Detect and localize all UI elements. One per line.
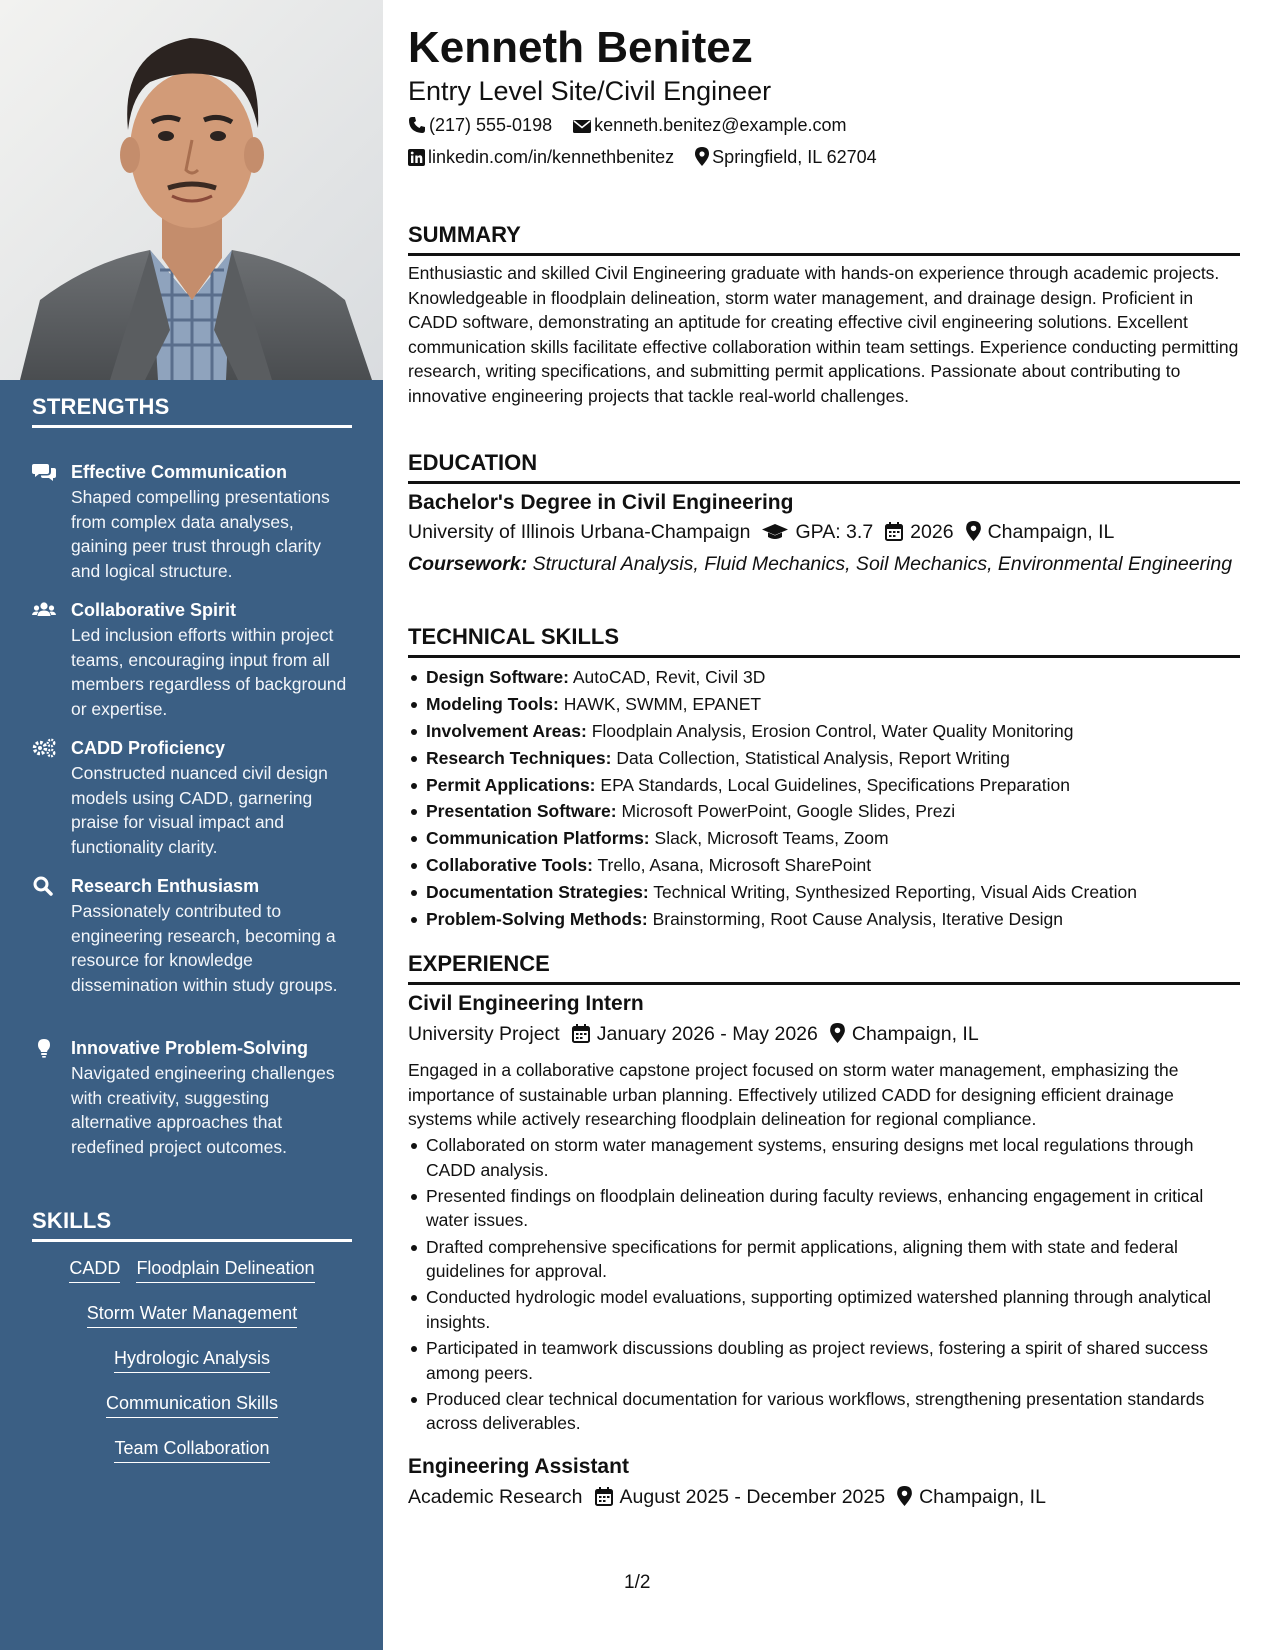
job-location: Champaign, IL: [851, 1023, 979, 1045]
candidate-name: Kenneth Benitez: [408, 23, 753, 72]
phone-contact[interactable]: [408, 113, 552, 140]
comments-icon: [32, 462, 56, 482]
skills-section: [32, 1208, 352, 1242]
list-item: Collaborated on storm water management systems, ensuring designs met local regulations through CADD analysis.: [408, 1133, 1240, 1182]
strength-item: [32, 736, 352, 859]
graduation-cap-icon: [762, 523, 788, 547]
page-number: 1/2: [624, 1572, 651, 1593]
linkedin-icon: [408, 148, 425, 172]
job-bullets: [408, 1133, 1240, 1438]
job-meta: [408, 1486, 1046, 1512]
gpa-text: GPA: 3.7: [795, 521, 874, 543]
map-marker-icon: [897, 1486, 912, 1512]
job-org: Academic Research: [408, 1486, 583, 1508]
map-marker-icon: [830, 1023, 845, 1049]
strength-title: Effective Communication: [71, 462, 288, 482]
strength-title: Research Enthusiasm: [71, 876, 260, 896]
strength-item: [32, 1036, 352, 1159]
strength-title: CADD Proficiency: [71, 738, 226, 758]
skills-tags: [32, 1258, 352, 1478]
list-item: Presentation Software: Microsoft PowerPoint, Google Slides, Prezi: [408, 799, 1240, 824]
job-dates: August 2025 - December 2025: [619, 1486, 886, 1508]
map-marker-icon: [966, 521, 981, 547]
list-item: Presented findings on floodplain delineation during faculty reviews, enhancing engagement in critical water issues.: [408, 1184, 1240, 1233]
users-icon: [32, 600, 56, 620]
technical-skills-title: TECHNICAL SKILLS: [408, 624, 1240, 658]
experience-title: EXPERIENCE: [408, 951, 1240, 985]
degree-title: Bachelor's Degree in Civil Engineering: [408, 491, 794, 514]
strength-item: [32, 874, 352, 997]
linkedin-contact[interactable]: [408, 145, 674, 172]
sidebar: [0, 0, 383, 1650]
list-item: Modeling Tools: HAWK, SWMM, EPANET: [408, 692, 1240, 717]
strength-desc: Shaped compelling presentations from complex data analyses, gaining peer trust through clarity and logical structure.: [71, 487, 330, 581]
skill-tag: Floodplain Delineation: [136, 1258, 314, 1283]
gears-icon: [32, 738, 56, 758]
job-title: Entry Level Site/Civil Engineer: [408, 76, 772, 106]
education-meta: [408, 521, 1114, 547]
calendar-icon: [885, 522, 903, 547]
school-name: University of Illinois Urbana-Champaign: [408, 521, 751, 543]
search-icon: [32, 876, 56, 896]
graduation-year: 2026: [910, 521, 954, 543]
coursework: [408, 552, 1240, 576]
skill-tag: Communication Skills: [106, 1393, 278, 1418]
list-item: Problem-Solving Methods: Brainstorming, Root Cause Analysis, Iterative Design: [408, 907, 1240, 932]
strength-desc: Navigated engineering challenges with creativity, suggesting alternative approaches that redefined project outcomes.: [71, 1063, 335, 1157]
phone-text: (217) 555-0198: [429, 115, 553, 135]
envelope-icon: [573, 116, 591, 140]
email-contact[interactable]: [573, 113, 846, 140]
job-summary: Engaged in a collaborative capstone project focused on storm water management, emphasizing the importance of sustainable urban planning. Effectively utilized CADD for designing efficient drainage systems while actively researching floodplain delineation for regional compliance.: [408, 1060, 1179, 1129]
contact-row: [408, 145, 893, 172]
list-item: Participated in teamwork discussions doubling as project reviews, fostering a spirit of shared success among peers.: [408, 1336, 1240, 1385]
strength-item: [32, 460, 352, 583]
summary-text: Enthusiastic and skilled Civil Engineering graduate with hands-on experience through academic projects. Knowledgeable in floodplain delineation, storm water management, and drainage design. Proficient in CADD software, demonstrating an aptitude for creating effective civil engineering solutions. Excellent communication skills facilitate effective collaboration within team settings. Experience conducting permitting research, writing specifications, and submitting permit applications. Passionate about contributing to innovative engineering projects that tackle real-world challenges.: [408, 263, 1239, 406]
location-contact: [695, 145, 876, 172]
profile-photo: [0, 0, 383, 380]
strengths-section: [32, 394, 352, 428]
list-item: Involvement Areas: Floodplain Analysis, Erosion Control, Water Quality Monitoring: [408, 719, 1240, 744]
skill-tag: Hydrologic Analysis: [114, 1348, 270, 1373]
job-org: University Project: [408, 1023, 560, 1045]
contact-row: [408, 113, 863, 140]
strength-desc: Passionately contributed to engineering research, becoming a resource for knowledge dissemination within study groups.: [71, 901, 338, 995]
list-item: Communication Platforms: Slack, Microsoft Teams, Zoom: [408, 826, 1240, 851]
strength-title: Innovative Problem-Solving: [71, 1038, 309, 1058]
strength-item: [32, 598, 352, 721]
school-location: Champaign, IL: [987, 521, 1115, 543]
list-item: Documentation Strategies: Technical Writing, Synthesized Reporting, Visual Aids Creation: [408, 880, 1240, 905]
skills-title: SKILLS: [32, 1208, 352, 1242]
list-item: Drafted comprehensive specifications for permit applications, aligning them with state and federal guidelines for approval.: [408, 1235, 1240, 1284]
job-location: Champaign, IL: [919, 1486, 1046, 1508]
job-title: Civil Engineering Intern: [408, 992, 644, 1015]
calendar-icon: [595, 1487, 613, 1512]
skill-tag: Storm Water Management: [87, 1303, 297, 1328]
lightbulb-icon: [32, 1038, 56, 1058]
map-marker-icon: [695, 147, 709, 172]
skill-tag: CADD: [69, 1258, 120, 1283]
job-title: Engineering Assistant: [408, 1455, 629, 1478]
skill-tag: Team Collaboration: [114, 1438, 269, 1463]
education-title: EDUCATION: [408, 450, 1240, 484]
list-item: Produced clear technical documentation for various workflows, strengthening presentation standards across deliverables.: [408, 1387, 1240, 1436]
strength-desc: Led inclusion efforts within project teams, encouraging input from all members regardless of background or expertise.: [71, 625, 347, 719]
list-item: Collaborative Tools: Trello, Asana, Microsoft SharePoint: [408, 853, 1240, 878]
list-item: Design Software: AutoCAD, Revit, Civil 3D: [408, 665, 1240, 690]
calendar-icon: [572, 1024, 590, 1049]
coursework-text: Structural Analysis, Fluid Mechanics, Soil Mechanics, Environmental Engineering: [532, 553, 1233, 575]
technical-skills-list: [408, 665, 1240, 934]
linkedin-text: linkedin.com/in/kennethbenitez: [428, 147, 675, 167]
summary-title: SUMMARY: [408, 222, 1240, 256]
strengths-title: STRENGTHS: [32, 394, 352, 428]
strength-title: Collaborative Spirit: [71, 600, 237, 620]
list-item: Permit Applications: EPA Standards, Local Guidelines, Specifications Preparation: [408, 773, 1240, 798]
job-dates: January 2026 - May 2026: [596, 1023, 818, 1045]
coursework-label: Coursework:: [408, 553, 528, 575]
job-meta: [408, 1023, 979, 1049]
phone-icon: [408, 116, 426, 140]
list-item: Conducted hydrologic model evaluations, supporting optimized watershed planning through analytical insights.: [408, 1285, 1240, 1334]
email-text: kenneth.benitez@example.com: [594, 115, 847, 135]
list-item: Research Techniques: Data Collection, Statistical Analysis, Report Writing: [408, 746, 1240, 771]
strength-desc: Constructed nuanced civil design models using CADD, garnering praise for visual impact and functionality clarity.: [71, 763, 328, 857]
location-text: Springfield, IL 62704: [712, 147, 877, 167]
